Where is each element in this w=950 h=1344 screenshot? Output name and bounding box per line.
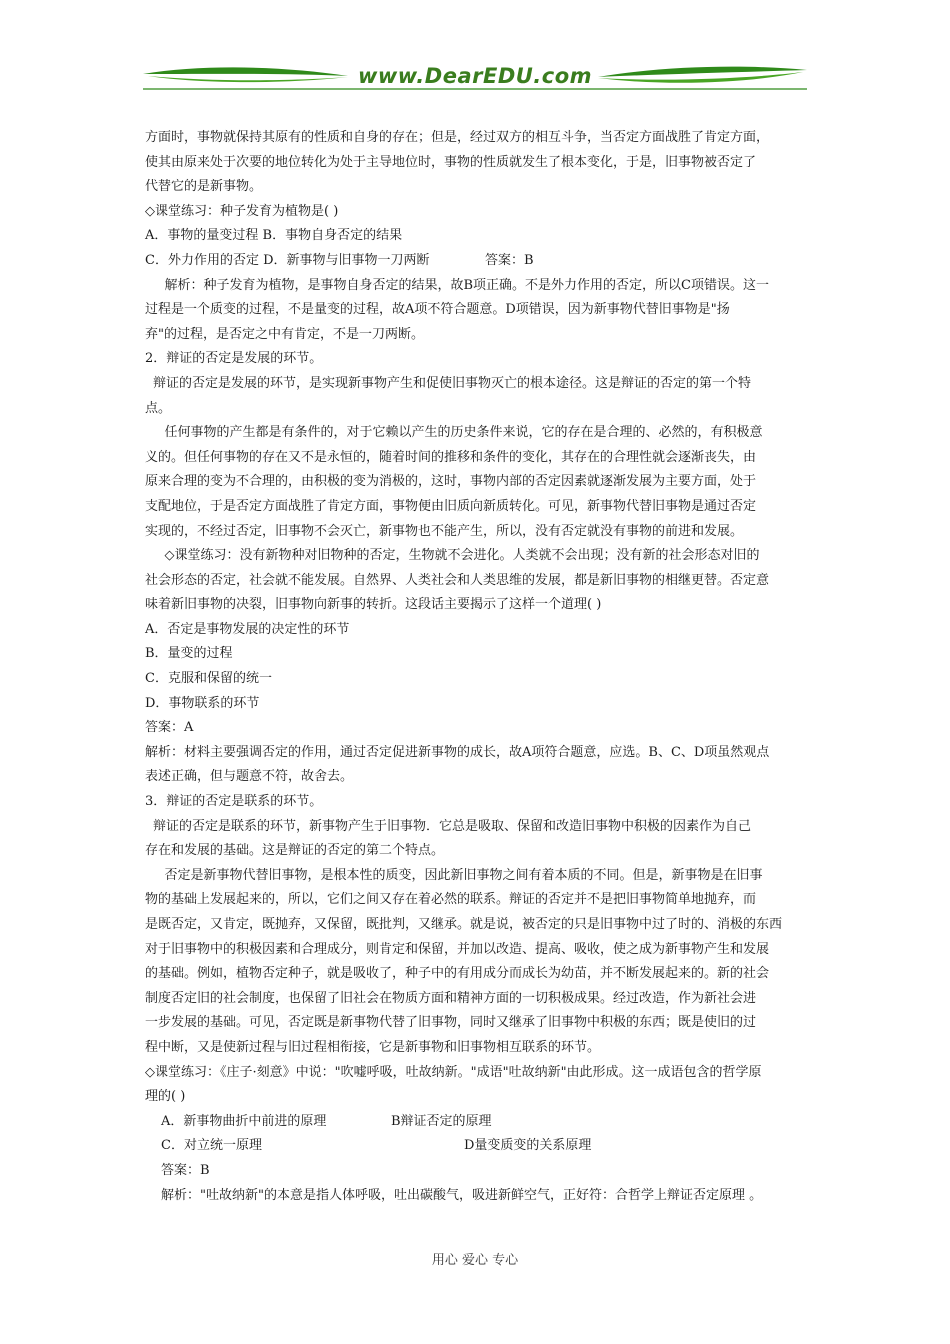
- text-line: 任何事物的产生都是有条件的，对于它赖以产生的历史条件来说，它的存在是合理的、必然的，有积极意: [164, 425, 763, 441]
- text-line: 程中断，又是使新过程与旧过程相衔接，它是新事物和旧事物相互联系的环节。: [145, 1039, 601, 1055]
- exercise-option: A．事物的量变过程 B．事物自身否定的结果: [145, 228, 403, 244]
- analysis-text: 解析："吐故纳新"的本意是指人体呼吸，吐出碳酸气，吸进新鲜空气，正好符：合哲学上辩证否定原理 。: [161, 1187, 763, 1203]
- exercise-option: D．事物联系的环节: [145, 695, 260, 711]
- exercise-option: C．克服和保留的统一: [145, 671, 272, 687]
- exercise-option: A．否定是事物发展的决定性的环节: [145, 621, 350, 637]
- text-line: 点。: [145, 400, 172, 416]
- exercise-question: ◇课堂练习：《庄子·刻意》中说："吹嘘呼吸，吐故纳新。"成语"吐故纳新"由此形成。这一成语包含的哲学原: [145, 1064, 762, 1080]
- text-line: 物的基础上发展起来的，所以，它们之间又存在着必然的联系。辩证的否定并不是把旧事物简单地抛弃，而: [145, 892, 757, 908]
- exercise-question: 味着新旧事物的决裂，旧事物向新事的转折。这段话主要揭示了这样一个道理( ): [145, 597, 602, 613]
- text-line: 代替它的是新事物。: [145, 179, 263, 195]
- exercise-option-row: [145, 1110, 809, 1135]
- analysis-text: 过程是一个质变的过程，不是量变的过程，故A项不符合题意。D项错误，因为新事物代替旧事物是"扬: [145, 302, 730, 318]
- exercise-question: 理的( ): [145, 1089, 186, 1105]
- text-line: 实现的，不经过否定，旧事物不会灭亡，新事物也不能产生，所以，没有否定就没有事物的前进和发展。: [145, 523, 744, 539]
- exercise-option: B．量变的过程: [145, 646, 233, 662]
- text-line: 存在和发展的基础。这是辩证的否定的第二个特点。: [145, 843, 445, 859]
- page-footer: 用心 爱心 专心: [431, 1253, 519, 1268]
- analysis-text: 弃"的过程，是否定之中有肯定，不是一刀两断。: [145, 326, 424, 342]
- exercise-option-row: [145, 249, 809, 274]
- text-line: 制度否定旧的社会制度，也保留了旧社会在物质方面和精神方面的一切积极成果。经过改造，作为新社会进: [145, 990, 757, 1006]
- answer-text: 答案：A: [145, 720, 194, 736]
- text-line: 的基础。例如，植物否定种子，就是吸收了，种子中的有用成分而成长为幼苗，并不断发展起来的。新的社会: [145, 966, 770, 982]
- exercise-option: C．外力作用的否定 D．新事物与旧事物一刀两断: [145, 252, 430, 268]
- exercise-option: A．新事物曲折中前进的原理: [161, 1113, 327, 1129]
- text-line: 是既否定，又肯定，既抛弃，又保留，既批判，又继承。就是说，被否定的只是旧事物中过了时的、消极的东西: [145, 917, 783, 932]
- exercise-option-row: [145, 1134, 809, 1159]
- analysis-text: 解析：种子发育为植物，是事物自身否定的结果，故B项正确。不是外力作用的否定，所以C项错误。这一: [164, 277, 770, 293]
- exercise-option: C．对立统一原理: [161, 1138, 262, 1154]
- text-line: 对于旧事物中的积极因素和合理成分，则肯定和保留，并加以改造、提高、吸收，使之成为新事物产生和发展: [145, 941, 770, 957]
- text-line: 辩证的否定是联系的环节，新事物产生于旧事物．它总是吸取、保留和改造旧事物中积极的因素作为自己: [153, 818, 752, 834]
- analysis-text: 解析：材料主要强调否定的作用，通过否定促进新事物的成长，故A项符合题意，应选。B、C、D项虽然观点: [145, 744, 770, 760]
- text-line: 否定是新事物代替旧事物，是根本性的质变，因此新旧事物之间有着本质的不同。但是，新事物是在旧事: [164, 867, 763, 883]
- exercise-option: B辩证否定的原理: [391, 1113, 492, 1129]
- text-line: 义的。但任何事物的存在又不是永恒的，随着时间的推移和条件的变化，其存在的合理性就会逐渐丧失，由: [145, 449, 757, 465]
- text-line: 使其由原来处于次要的地位转化为处于主导地位时，事物的性质就发生了根本变化，于是，旧事物被否定了: [145, 154, 757, 170]
- text-line: 原来合理的变为不合理的，由积极的变为消极的，这时，事物内部的否定因素就逐渐发展为主要方面，处于: [145, 474, 757, 490]
- site-header-banner: [143, 62, 807, 92]
- exercise-question: 社会形态的否定，社会就不能发展。自然界、人类社会和人类思维的发展，都是新旧事物的相继更替。否定意: [145, 572, 770, 588]
- text-line: 方面时，事物就保持其原有的性质和自身的存在；但是，经过双方的相互斗争，当否定方面战胜了肯定方面，: [145, 130, 770, 145]
- section-heading: 3．辩证的否定是联系的环节。: [145, 794, 323, 810]
- answer-text: 答案：B: [485, 252, 534, 268]
- exercise-question: ◇课堂练习：没有新物种对旧物种的否定，生物就不会进化。人类就不会出现；没有新的社会形态对旧的: [164, 548, 760, 564]
- document-body: [145, 126, 809, 1208]
- section-heading: 2．辩证的否定是发展的环节。: [145, 351, 323, 367]
- answer-text: 答案：B: [161, 1162, 210, 1178]
- site-logo-text: www.DearEDU.com: [357, 64, 593, 88]
- exercise-option: D量变质变的关系原理: [464, 1138, 592, 1154]
- text-line: 支配地位，于是否定方面战胜了肯定方面，事物便由旧质向新质转化。可见，新事物代替旧事物是通过否定: [145, 498, 757, 514]
- analysis-text: 表述正确，但与题意不符，故舍去。: [145, 769, 354, 785]
- text-line: 辩证的否定是发展的环节，是实现新事物产生和促使旧事物灭亡的根本途径。这是辩证的否定的第一个特: [153, 375, 752, 391]
- exercise-question: ◇课堂练习：种子发育为植物是( ): [145, 203, 339, 219]
- text-line: 一步发展的基础。可见，否定既是新事物代替了旧事物，同时又继承了旧事物中积极的东西；既是使旧的过: [145, 1015, 757, 1031]
